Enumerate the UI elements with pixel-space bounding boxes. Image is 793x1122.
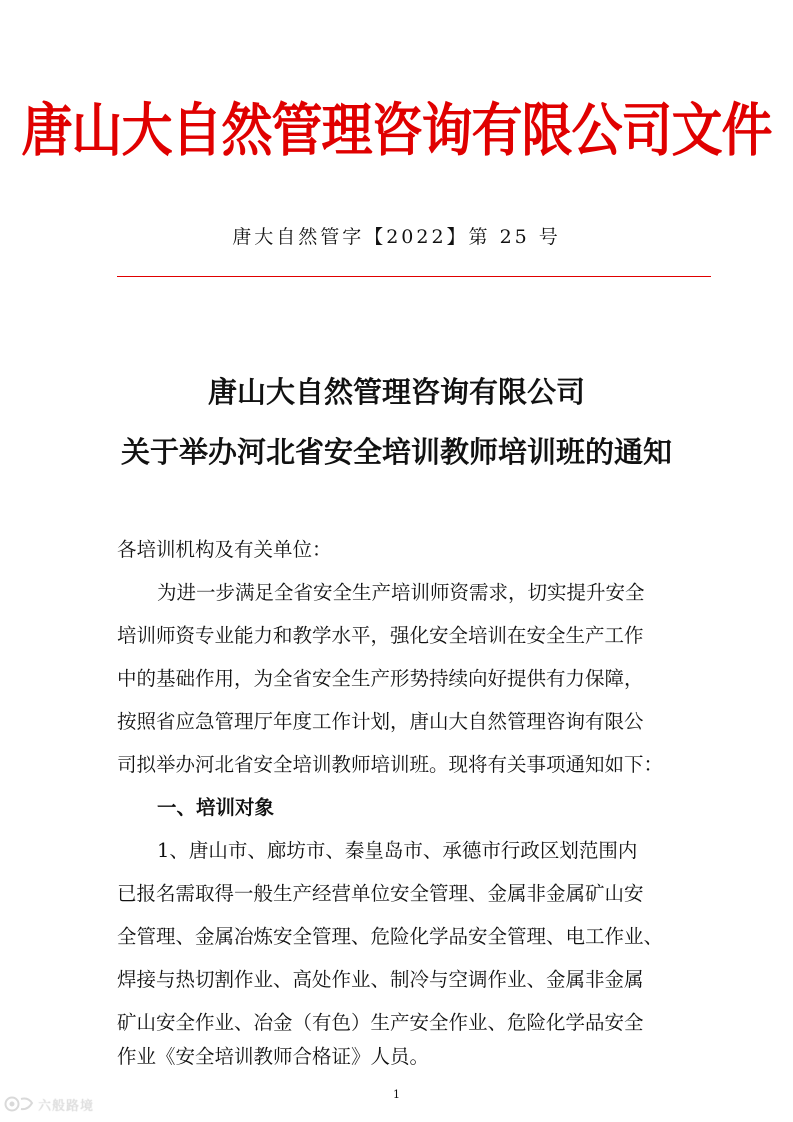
paragraph-line: 按照省应急管理厅年度工作计划，唐山大自然管理咨询有限公 (117, 710, 644, 733)
document-header-title: 唐山大自然管理咨询有限公司文件 (21, 98, 772, 165)
paragraph-line: 中的基础作用，为全省安全生产形势持续向好提供有力保障， (117, 667, 644, 690)
page-number: 1 (393, 1088, 400, 1101)
section-heading: 一、培训对象 (157, 796, 275, 819)
notice-title-line-1: 唐山大自然管理咨询有限公司 (207, 375, 585, 409)
salutation: 各培训机构及有关单位： (117, 538, 332, 561)
paragraph-line: 作业《安全培训教师合格证》人员。 (117, 1045, 430, 1068)
paragraph-line: 培训师资专业能力和教学水平，强化安全培训在安全生产工作 (117, 624, 644, 647)
paragraph-line: 焊接与热切割作业、高处作业、制冷与空调作业、金属非金属 (117, 968, 644, 991)
paragraph-line: 为进一步满足全省安全生产培训师资需求，切实提升安全 (157, 581, 645, 604)
header-divider (117, 276, 711, 277)
paragraph-line: 矿山安全作业、冶金（有色）生产安全作业、危险化学品安全 (117, 1011, 644, 1034)
watermark (4, 1093, 94, 1115)
camera-logo-icon (4, 1095, 34, 1113)
watermark-text: 六般路境 (38, 1098, 95, 1114)
paragraph-line: 已报名需取得一般生产经营单位安全管理、金属非金属矿山安 (117, 882, 644, 905)
paragraph-line: 全管理、金属冶炼安全管理、危险化学品安全管理、电工作业、 (117, 925, 664, 948)
notice-title-line-2: 关于举办河北省安全培训教师培训班的通知 (120, 435, 672, 469)
document-number: 唐大自然管字【2022】第 25 号 (232, 226, 561, 248)
paragraph-line: 司拟举办河北省安全培训教师培训班。现将有关事项通知如下： (117, 753, 664, 776)
paragraph-line: 1、唐山市、廊坊市、秦皇岛市、承德市行政区划范围内 (157, 839, 638, 862)
